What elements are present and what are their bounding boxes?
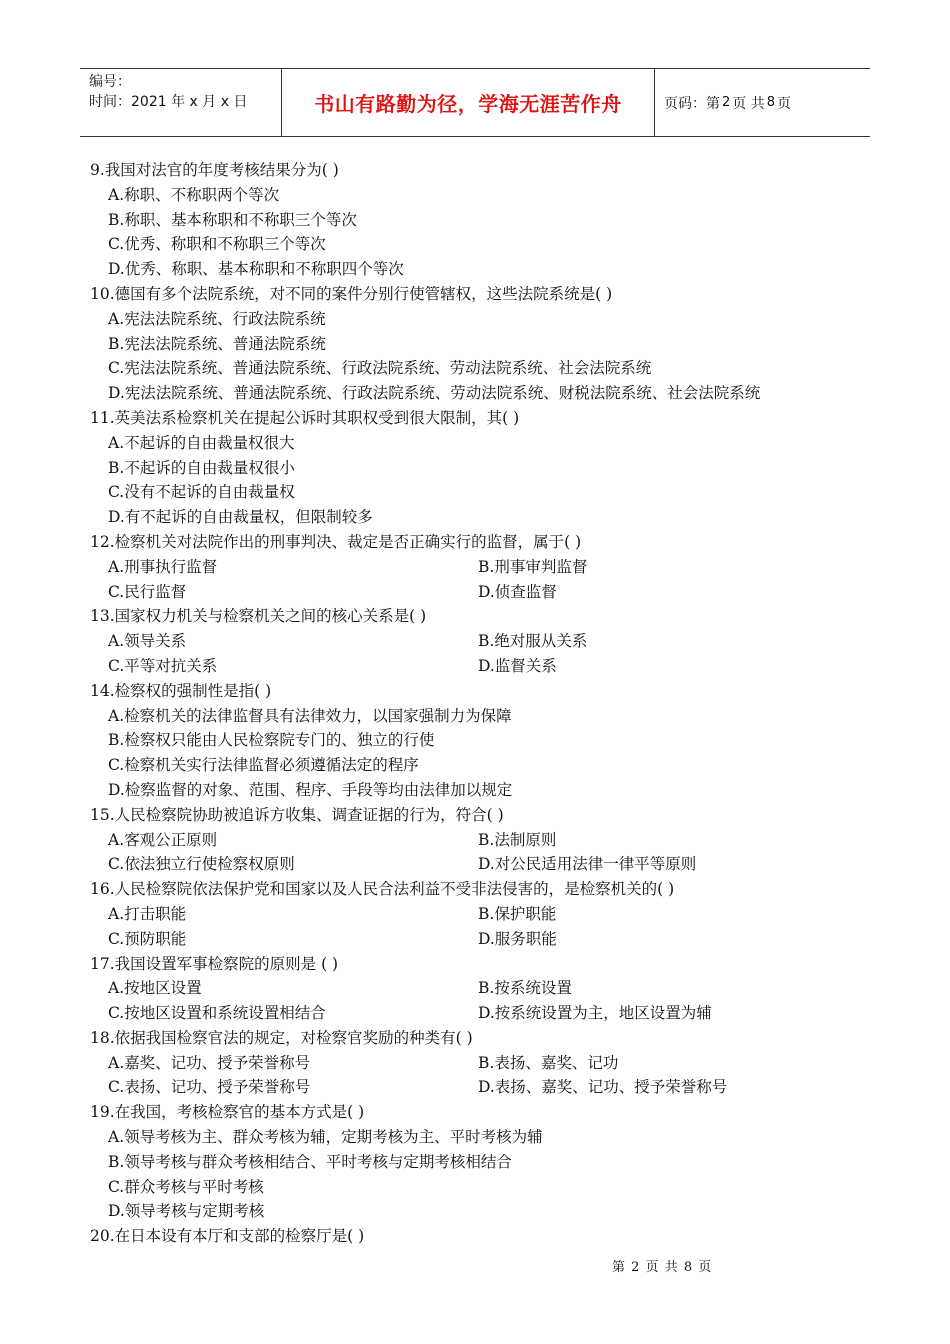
option-row [90, 976, 850, 1001]
option-row [90, 927, 850, 952]
option-text: B.保护职能 [478, 904, 557, 923]
option-text: A.打击职能 [108, 904, 187, 923]
question-block [90, 679, 850, 803]
option-text: D.表扬、嘉奖、记功、授予荣誉称号 [478, 1078, 728, 1097]
option-text: B.不起诉的自由裁量权很小 [108, 458, 295, 477]
option-text: D.侦查监督 [478, 582, 557, 601]
option-text: A.刑事执行监督 [108, 557, 218, 576]
option-text: C.群众考核与平时考核 [108, 1177, 264, 1196]
option-text: A.不起诉的自由裁量权很大 [108, 433, 295, 452]
page-footer [612, 1256, 712, 1275]
question-block [90, 1100, 850, 1224]
option-text: B.宪法法院系统、普通法院系统 [108, 334, 326, 353]
header-page-number [655, 69, 870, 136]
question-block [90, 604, 850, 678]
option-text: D.监督关系 [478, 656, 557, 675]
option-text: A.按地区设置 [108, 979, 202, 998]
question-stem: 10.德国有多个法院系统，对不同的案件分别行使管辖权，这些法院系统是( ) [90, 284, 613, 303]
question-block [90, 282, 850, 406]
question-stem: 14.检察权的强制性是指( ) [90, 681, 272, 700]
option-text: B.法制原则 [478, 830, 557, 849]
serial-label: 编号： [89, 74, 131, 90]
option-row [90, 580, 850, 605]
option-text: C.没有不起诉的自由裁量权 [108, 483, 295, 502]
header-motto: 书山有路勤为径，学海无涯苦作舟 [282, 69, 655, 136]
page-total: 8 [766, 95, 776, 110]
question-block [90, 1026, 850, 1100]
question-stem: 17.我国设置军事检察院的原则是 ( ) [90, 954, 339, 973]
page-header [80, 68, 870, 137]
page-prefix: 页码：第 [664, 95, 720, 112]
option-text: A.检察机关的法律监督具有法律效力，以国家强制力为保障 [108, 706, 512, 725]
question-block [90, 406, 850, 530]
option-text: D.有不起诉的自由裁量权，但限制较多 [108, 508, 373, 527]
page-current: 2 [722, 95, 731, 110]
option-text: B.刑事审判监督 [478, 557, 588, 576]
option-text: C.民行监督 [108, 582, 187, 601]
option-text: C.预防职能 [108, 929, 187, 948]
option-text: B.表扬、嘉奖、记功 [478, 1053, 619, 1072]
page-suffix: 页 [777, 95, 792, 112]
question-stem: 11.英美法系检察机关在提起公诉时其职权受到很大限制，其( ) [90, 408, 520, 427]
option-text: D.宪法法院系统、普通法院系统、行政法院系统、劳动法院系统、财税法院系统、社会法院系统 [108, 384, 761, 403]
footer-current: 2 [631, 1260, 641, 1275]
header-meta [80, 69, 282, 136]
question-block [90, 530, 850, 604]
option-text: B.绝对服从关系 [478, 632, 588, 651]
option-text: D.按系统设置为主，地区设置为辅 [478, 1004, 712, 1023]
option-text: B.称职、基本称职和不称职三个等次 [108, 210, 357, 229]
option-text: D.服务职能 [478, 929, 557, 948]
option-text: D.对公民适用法律一律平等原则 [478, 855, 697, 874]
option-text: C.依法独立行使检察权原则 [108, 855, 295, 874]
question-stem: 9.我国对法官的年度考核结果分为( ) [90, 161, 339, 179]
option-text: C.表扬、记功、授予荣誉称号 [108, 1078, 311, 1097]
option-text: A.宪法法院系统、行政法院系统 [108, 309, 326, 328]
question-block [90, 158, 850, 282]
question-block [90, 952, 850, 1026]
option-text: C.按地区设置和系统设置相结合 [108, 1004, 326, 1023]
footer-prefix: 第 [612, 1260, 627, 1275]
footer-total: 8 [683, 1260, 694, 1275]
question-stem: 18.依据我国检察官法的规定，对检察官奖励的种类有( ) [90, 1028, 473, 1047]
question-stem: 15.人民检察院协助被追诉方收集、调查证据的行为，符合( ) [90, 805, 504, 824]
footer-suffix: 页 [698, 1260, 713, 1275]
option-text: C.宪法法院系统、普通法院系统、行政法院系统、劳动法院系统、社会法院系统 [108, 359, 652, 378]
option-text: C.平等对抗关系 [108, 656, 218, 675]
option-row [90, 654, 850, 679]
question-block [90, 877, 850, 951]
question-stem: 13.国家权力机关与检察机关之间的核心关系是( ) [90, 607, 427, 626]
question-stem: 20.在日本设有本厅和支部的检察厅是( ) [90, 1227, 365, 1246]
option-text: A.领导考核为主、群众考核为辅，定期考核为主、平时考核为辅 [108, 1128, 543, 1147]
option-row [90, 1051, 850, 1076]
option-text: A.客观公正原则 [108, 830, 218, 849]
option-text: B.领导考核与群众考核相结合、平时考核与定期考核相结合 [108, 1152, 512, 1171]
option-text: A.称职、不称职两个等次 [108, 185, 280, 204]
option-row [90, 902, 850, 927]
option-text: B.检察权只能由人民检察院专门的、独立的行使 [108, 731, 435, 750]
option-text: D.优秀、称职、基本称职和不称职四个等次 [108, 260, 404, 279]
question-list [90, 158, 850, 1249]
option-text: A.嘉奖、记功、授予荣誉称号 [108, 1053, 311, 1072]
option-row [90, 1075, 850, 1100]
option-text: C.优秀、称职和不称职三个等次 [108, 235, 326, 254]
option-text: B.按系统设置 [478, 979, 572, 998]
question-block [90, 803, 850, 877]
page-mid: 页 共 [732, 95, 765, 112]
option-row [90, 629, 850, 654]
option-row [90, 852, 850, 877]
question-stem: 12.检察机关对法院作出的刑事判决、裁定是否正确实行的监督，属于( ) [90, 532, 582, 551]
option-text: A.领导关系 [108, 632, 187, 651]
option-row [90, 828, 850, 853]
question-stem: 16.人民检察院依法保护党和国家以及人民合法利益不受非法侵害的，是检察机关的( ) [90, 880, 675, 899]
question-block [90, 1224, 850, 1249]
option-text: C.检察机关实行法律监督必须遵循法定的程序 [108, 756, 419, 775]
option-text: D.领导考核与定期考核 [108, 1202, 265, 1221]
option-text: D.检察监督的对象、范围、程序、手段等均由法律加以规定 [108, 780, 513, 799]
option-row [90, 1001, 850, 1026]
time-label: 时间：2021 年 x 月 x 日 [89, 94, 248, 110]
footer-mid: 页 共 [645, 1260, 679, 1275]
question-stem: 19.在我国，考核检察官的基本方式是( ) [90, 1103, 365, 1122]
option-row [90, 555, 850, 580]
